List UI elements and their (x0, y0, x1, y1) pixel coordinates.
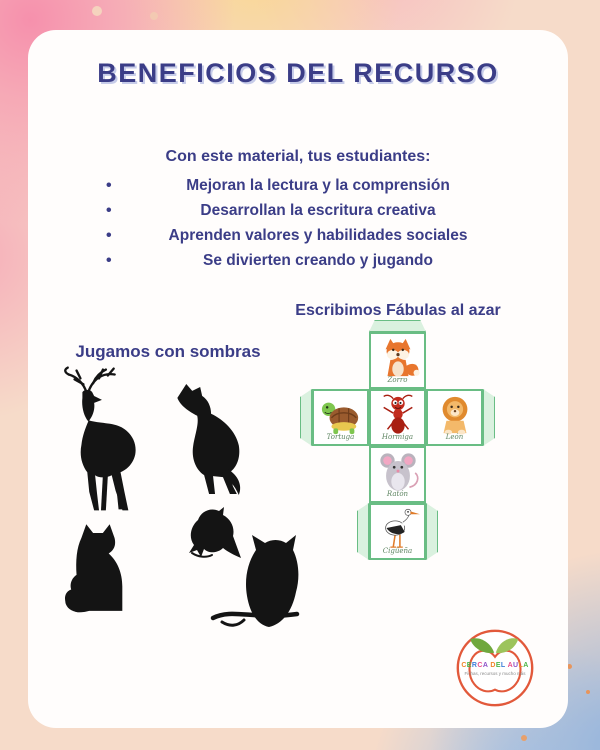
bullet-icon: • (106, 226, 112, 244)
dice-label: Ratón (386, 490, 409, 498)
logo-tagline: Fichas, recursos y mucho más (464, 671, 526, 676)
bullet-icon: • (106, 201, 112, 219)
dice-label: Cigüeña (382, 547, 413, 555)
owl-silhouette-icon (210, 530, 300, 640)
dice-cell-leon (426, 389, 483, 446)
logo-name: CERCA DEL AULA (461, 662, 529, 669)
dice-label: Zorro (387, 376, 408, 384)
shadows-section-heading: Jugamos con sombras (75, 342, 261, 361)
deer-silhouette-icon (56, 366, 144, 514)
dice-cell-ciguena (369, 503, 426, 560)
page-title: BENEFICIOS DEL RECURSO (97, 58, 499, 88)
turtle-illustration-icon (318, 394, 364, 436)
content-card (28, 30, 568, 728)
fox-silhouette-icon (60, 520, 134, 620)
dice-flap (426, 503, 438, 560)
dice-label: Tortuga (326, 433, 355, 441)
speckle-dot (586, 690, 590, 694)
benefit-item (106, 173, 502, 198)
speckle-dot (150, 12, 158, 20)
dice-cell-tortuga (312, 389, 369, 446)
dice-flap (483, 389, 495, 446)
speckle-dot (92, 6, 102, 16)
fox-illustration-icon (375, 337, 421, 379)
dice-flap (300, 389, 312, 446)
fables-section-heading: Escribimos Fábulas al azar (295, 302, 501, 319)
benefit-text: Aprenden valores y habilidades sociales (168, 226, 468, 244)
speckle-dot (521, 735, 527, 741)
dice-cell-raton (369, 446, 426, 503)
bullet-icon: • (106, 251, 112, 269)
dice-cell-hormiga (369, 389, 426, 446)
benefits-intro: Con este material, tus estudiantes: (165, 148, 431, 165)
cerca-del-aula-logo (455, 628, 535, 708)
mouse-illustration-icon (375, 451, 421, 493)
dice-flap (357, 503, 369, 560)
lion-illustration-icon (432, 394, 478, 436)
ant-illustration-icon (375, 394, 421, 436)
benefits-list (106, 173, 502, 273)
benefit-item (106, 223, 502, 248)
benefit-item (106, 198, 502, 223)
dice-label: León (445, 433, 464, 441)
stork-illustration-icon (375, 508, 421, 550)
dice-flap (369, 320, 426, 332)
benefit-text: Se divierten creando y jugando (203, 251, 433, 269)
benefit-text: Desarrollan la escritura creativa (200, 201, 436, 219)
wolf-silhouette-icon (164, 382, 274, 496)
dice-label: Hormiga (381, 433, 414, 441)
bullet-icon: • (106, 176, 112, 194)
dice-cell-zorro (369, 332, 426, 389)
benefit-item (106, 248, 502, 273)
benefit-text: Mejoran la lectura y la comprensión (186, 176, 450, 194)
